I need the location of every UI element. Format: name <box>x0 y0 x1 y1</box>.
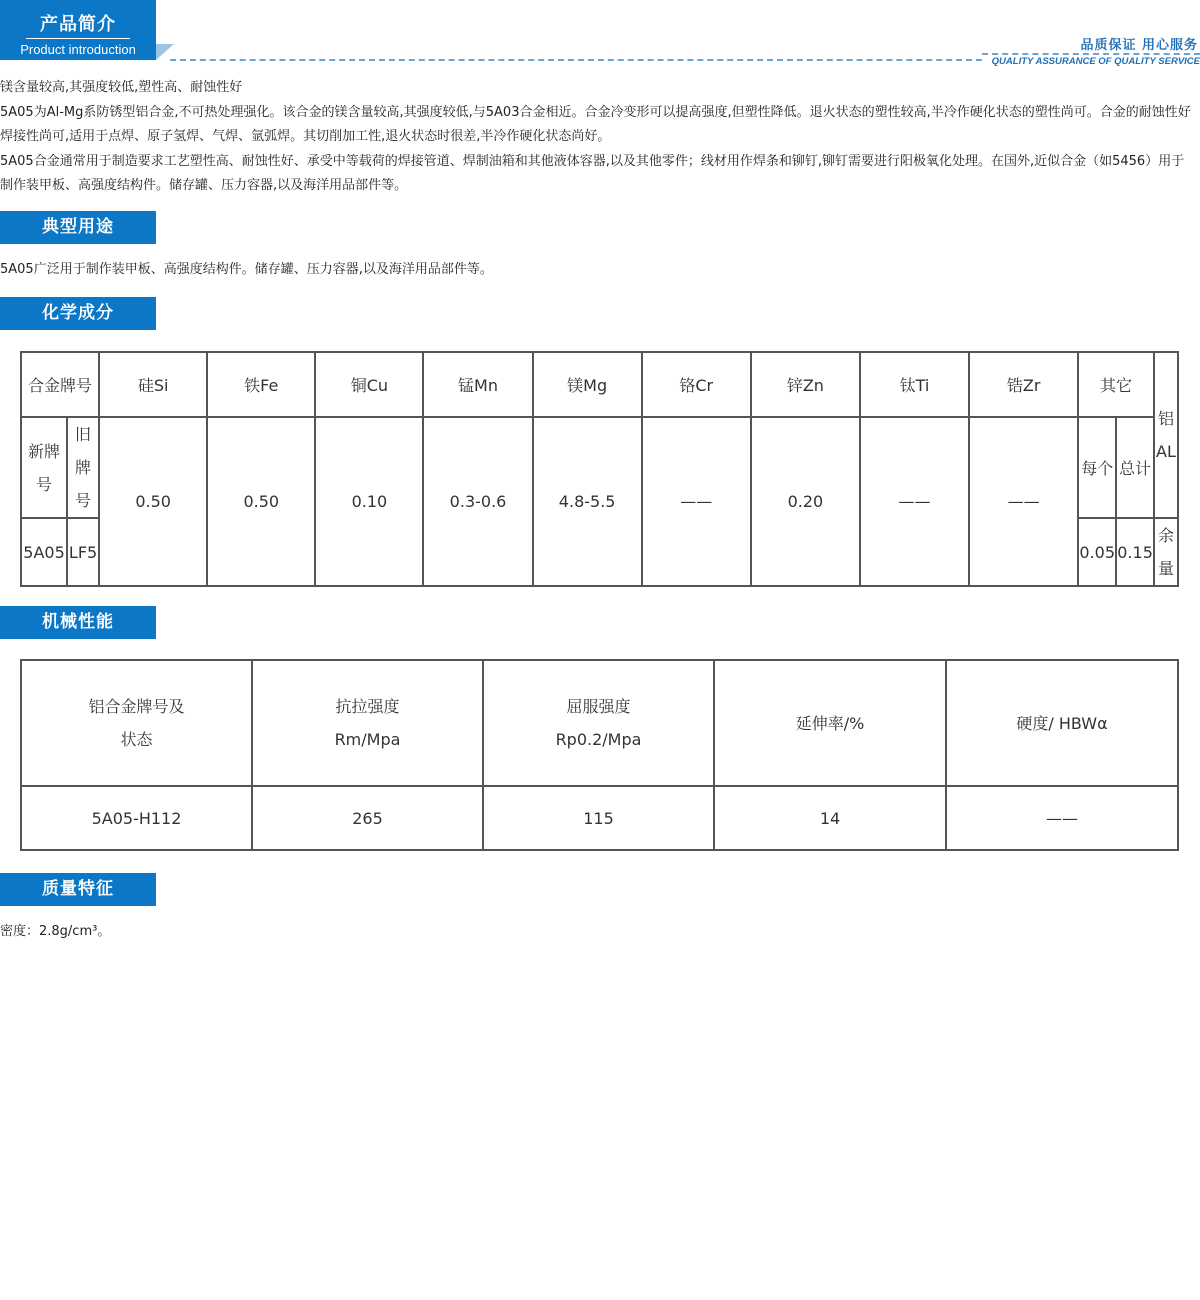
element-header: 铬Cr <box>642 352 751 417</box>
mech-header-cell <box>252 660 483 786</box>
element-header: 钛Ti <box>860 352 969 417</box>
table-row <box>21 660 1178 786</box>
element-header: 铜Cu <box>315 352 423 417</box>
density-line: 密度：2.8g/cm³。 <box>0 924 111 939</box>
old-grade-header: 旧牌号 <box>67 417 99 518</box>
mech-header-cell <box>21 660 252 786</box>
mech-header-line: 屈服强度 <box>566 697 631 716</box>
each-value: 0.05 <box>1078 518 1116 586</box>
element-header: 锌Zn <box>751 352 860 417</box>
element-value: 4.8-5.5 <box>533 417 642 586</box>
mech-value-cell: 265 <box>252 786 483 850</box>
chemical-composition-table <box>20 351 1179 587</box>
element-value: 0.20 <box>751 417 860 586</box>
mech-header-cell <box>483 660 714 786</box>
section-tab-mechanical: 机械性能 <box>0 606 156 639</box>
old-grade-value: LF5 <box>67 518 99 586</box>
al-header: 铝AL <box>1154 352 1178 518</box>
mech-header-line: 硬度/ HBWα <box>1016 713 1108 733</box>
table-row <box>21 352 1178 417</box>
other-header: 其它 <box>1078 352 1154 417</box>
intro-line-2: 5A05为Al-Mg系防锈型铝合金,不可热处理强化。该合金的镁含量较高,其强度较低,与5A03合金相近。合金冷变形可以提高强度,但塑性降低。退火状态的塑性较高,半冷作硬化状态的塑性尚可。合金的耐蚀性好焊接性尚可,适用于点焊、原子氢焊、气焊、氩弧焊。其切削加工性,退火状态时很差,半冷作硬化状态尚好。 <box>0 104 1191 144</box>
element-value: 0.10 <box>315 417 423 586</box>
usage-line: 5A05广泛用于制作装甲板、高强度结构件。储存罐、压力容器,以及海洋用品部件等。 <box>0 262 493 277</box>
section-tab-product-intro <box>0 0 156 60</box>
element-header: 硅Si <box>99 352 207 417</box>
each-header: 每个 <box>1078 417 1116 518</box>
mech-value-cell: 5A05-H112 <box>21 786 252 850</box>
element-value: —— <box>642 417 751 586</box>
table-row <box>21 786 1178 850</box>
tab-title-en: Product introduction <box>20 42 136 57</box>
mech-header-line: 铝合金牌号及 <box>88 697 185 716</box>
table-row <box>21 417 1178 518</box>
mech-header-line: 抗拉强度 <box>335 697 400 716</box>
intro-text <box>0 76 1196 199</box>
element-value: —— <box>860 417 969 586</box>
element-value: 0.50 <box>99 417 207 586</box>
total-value: 0.15 <box>1116 518 1154 586</box>
mechanical-properties-table <box>20 659 1179 851</box>
mech-value-cell: —— <box>946 786 1178 850</box>
quality-slogan <box>982 34 1200 67</box>
mech-header-cell <box>946 660 1178 786</box>
header-divider <box>170 59 982 61</box>
al-value: 余量 <box>1154 518 1178 586</box>
quality-slogan-zh: 品质保证 用心服务 <box>1080 38 1198 53</box>
section-tab-quality: 质量特征 <box>0 873 156 906</box>
element-value: —— <box>969 417 1078 586</box>
mech-value-cell: 14 <box>714 786 946 850</box>
tab-title-zh: 产品简介 <box>26 10 130 39</box>
usage-text <box>0 258 1196 283</box>
tab-fold-decoration <box>156 44 174 60</box>
mech-header-line: Rm/Mpa <box>334 730 401 749</box>
element-value: 0.50 <box>207 417 315 586</box>
mech-value-cell: 115 <box>483 786 714 850</box>
new-grade-header: 新牌号 <box>21 417 67 518</box>
total-header: 总计 <box>1116 417 1154 518</box>
element-header: 铁Fe <box>207 352 315 417</box>
mech-header-cell <box>714 660 946 786</box>
section-tab-usage: 典型用途 <box>0 211 156 244</box>
mech-header-line: Rp0.2/Mpa <box>555 730 642 749</box>
intro-line-3: 5A05合金通常用于制造要求工艺塑性高、耐蚀性好、承受中等载荷的焊接管道、焊制油箱和其他液体容器,以及其他零件；线材用作焊条和铆钉,铆钉需要进行阳极氧化处理。在国外,近似合金（如5456）用于制作装甲板、高强度结构件。储存罐、压力容器,以及海洋用品部件等。 <box>0 153 1185 193</box>
element-header: 锆Zr <box>969 352 1078 417</box>
mech-header-line: 延伸率/% <box>795 713 865 733</box>
element-value: 0.3-0.6 <box>423 417 532 586</box>
intro-line-1: 镁含量较高,其强度较低,塑性高、耐蚀性好 <box>0 80 243 95</box>
element-header: 锰Mn <box>423 352 532 417</box>
grade-header-cell: 合金牌号 <box>21 352 99 417</box>
element-header: 镁Mg <box>533 352 642 417</box>
mech-header-line: 状态 <box>120 730 153 749</box>
new-grade-value: 5A05 <box>21 518 67 586</box>
section-tab-chemical: 化学成分 <box>0 297 156 330</box>
quality-slogan-en: QUALITY ASSURANCE OF QUALITY SERVICE <box>982 53 1200 67</box>
quality-text <box>0 920 1196 945</box>
